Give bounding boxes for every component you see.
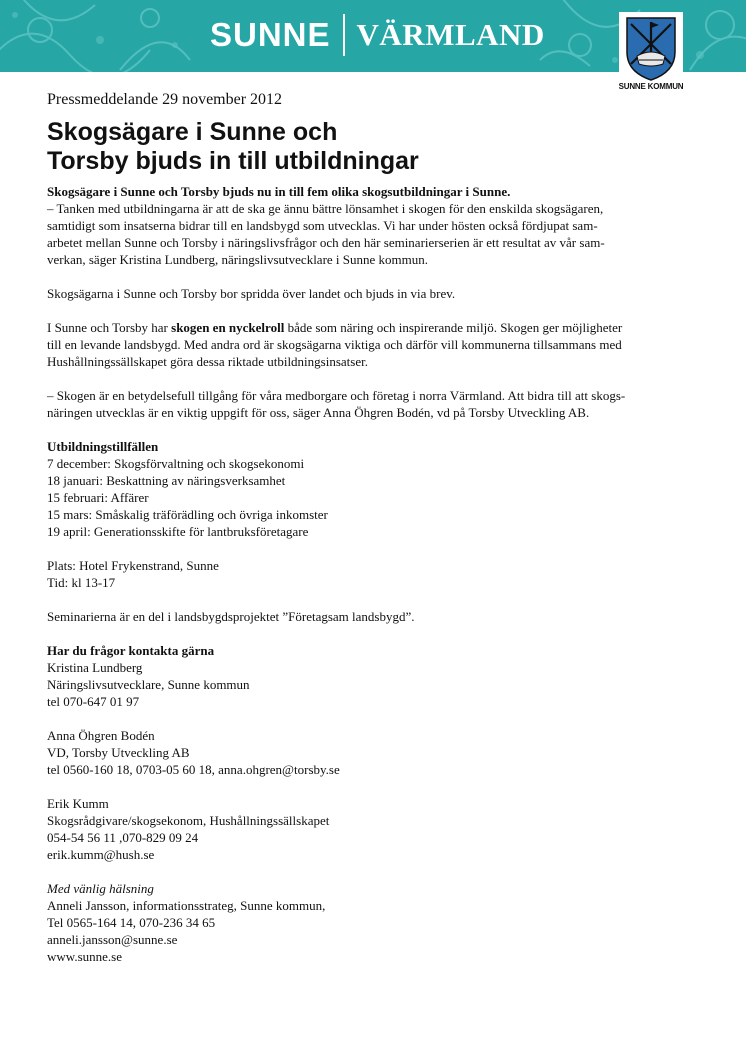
logo-caption: SUNNE KOMMUN (618, 82, 684, 91)
time-line: Tid: kl 13-17 (47, 575, 116, 590)
contact-role: Skogsrådgivare/skogsekonom, Hushållningssällskapet (47, 813, 330, 828)
contact-card (47, 795, 662, 863)
contact-phone: 054-54 56 11 ,070-829 09 24 (47, 830, 199, 845)
invite-paragraph: Skogsägarna i Sunne och Torsby bor spridda över landet och bjuds in via brev. (47, 286, 456, 301)
brand-sunne: SUNNE (210, 16, 331, 53)
project-line: Seminarierna är en del i landsbygdsprojektet ”Företagsam landsbygd”. (47, 609, 415, 624)
contact-phone: tel 070-647 01 97 (47, 694, 140, 709)
sunne-kommun-logo (619, 12, 683, 88)
session-item: 7 december: Skogsförvaltning och skogsekonomi (47, 456, 305, 471)
dateline: Pressmeddelande 29 november 2012 (47, 91, 283, 108)
session-item: 18 januari: Beskattning av näringsverksamhet (47, 473, 286, 488)
contacts-heading: Har du frågor kontakta gärna (47, 643, 215, 658)
contacts-section (47, 642, 662, 863)
signoff-website: www.sunne.se (47, 949, 122, 964)
sessions-section (47, 438, 662, 540)
role-pre: I Sunne och Torsby har (47, 320, 172, 335)
place-line: Plats: Hotel Frykenstrand, Sunne (47, 558, 219, 573)
brand-varmland: VÄRMLAND (356, 17, 545, 52)
lead-paragraph: Skogsägare i Sunne och Torsby bjuds nu in till fem olika skogsutbildningar i Sunne. (47, 184, 511, 199)
role-bold: skogen en nyckelroll (171, 320, 285, 335)
contact-card (47, 659, 662, 710)
role-line: Hushållningssällskapet göra dessa riktade utbildningsinsatser. (47, 354, 368, 369)
contact-phone: tel 0560-160 18, 0703-05 60 18, anna.ohgren@torsby.se (47, 762, 340, 777)
contact-email: erik.kumm@hush.se (47, 847, 155, 862)
quote1-line: – Tanken med utbildningarna är att de ska ge ännu bättre lönsamhet i skogen för den enskilda skogsägaren, (47, 201, 604, 216)
quote1-line: samtidigt som insatserna bidrar till en landsbygd som utvecklas. Vi har under hösten också fördjupat sam- (47, 218, 598, 233)
page-title (47, 118, 662, 176)
quote1-line: verkan, säger Kristina Lundberg, näringslivsutvecklare i Sunne kommun. (47, 252, 429, 267)
brand-divider (343, 14, 345, 56)
role-paragraph (47, 319, 662, 370)
session-item: 19 april: Generationsskifte för lantbruksföretagare (47, 524, 309, 539)
signoff-greeting: Med vänlig hälsning (47, 881, 154, 896)
quote1-line: arbetet mellan Sunne och Torsby i näringslivsfrågor och den här seminarierserien är ett resultat av vår sam- (47, 235, 605, 250)
title-line-1: Skogsägare i Sunne och (47, 118, 338, 146)
quote2-line: – Skogen är en betydelsefull tillgång för våra medborgare och företag i norra Värmland. Att bidra till att skogs- (47, 388, 626, 403)
signoff-line: Anneli Jansson, informationsstrateg, Sunne kommun, (47, 898, 326, 913)
contact-name: Kristina Lundberg (47, 660, 143, 675)
quote2-line: näringen utvecklas är en viktig uppgift för oss, säger Anna Öhgren Bodén, vd på Torsby Utveckling AB. (47, 405, 590, 420)
role-post: både som näring och inspirerande miljö. Skogen ger möjligheter (284, 320, 623, 335)
signoff-email: anneli.jansson@sunne.se (47, 932, 178, 947)
contact-name: Anna Öhgren Bodén (47, 728, 155, 743)
coat-of-arms-icon (619, 12, 683, 82)
role-line: till en levande landsbygd. Med andra ord är skogsägarna viktiga och därför vill kommunerna tillsammans med (47, 337, 622, 352)
article-body (47, 183, 662, 965)
session-item: 15 februari: Affärer (47, 490, 149, 505)
quote-kristina (47, 200, 662, 268)
session-item: 15 mars: Småskalig träförädling och övriga inkomster (47, 507, 328, 522)
title-line-2: Torsby bjuds in till utbildningar (47, 147, 419, 175)
sessions-heading: Utbildningstillfällen (47, 439, 159, 454)
signoff-line: Tel 0565-164 14, 070-236 34 65 (47, 915, 216, 930)
contact-role: Näringslivsutvecklare, Sunne kommun (47, 677, 250, 692)
contact-role: VD, Torsby Utveckling AB (47, 745, 190, 760)
banner-brand (210, 10, 545, 60)
quote-anna (47, 387, 662, 421)
signoff (47, 880, 662, 965)
contact-name: Erik Kumm (47, 796, 109, 811)
contact-card (47, 727, 662, 778)
press-release (47, 89, 662, 965)
